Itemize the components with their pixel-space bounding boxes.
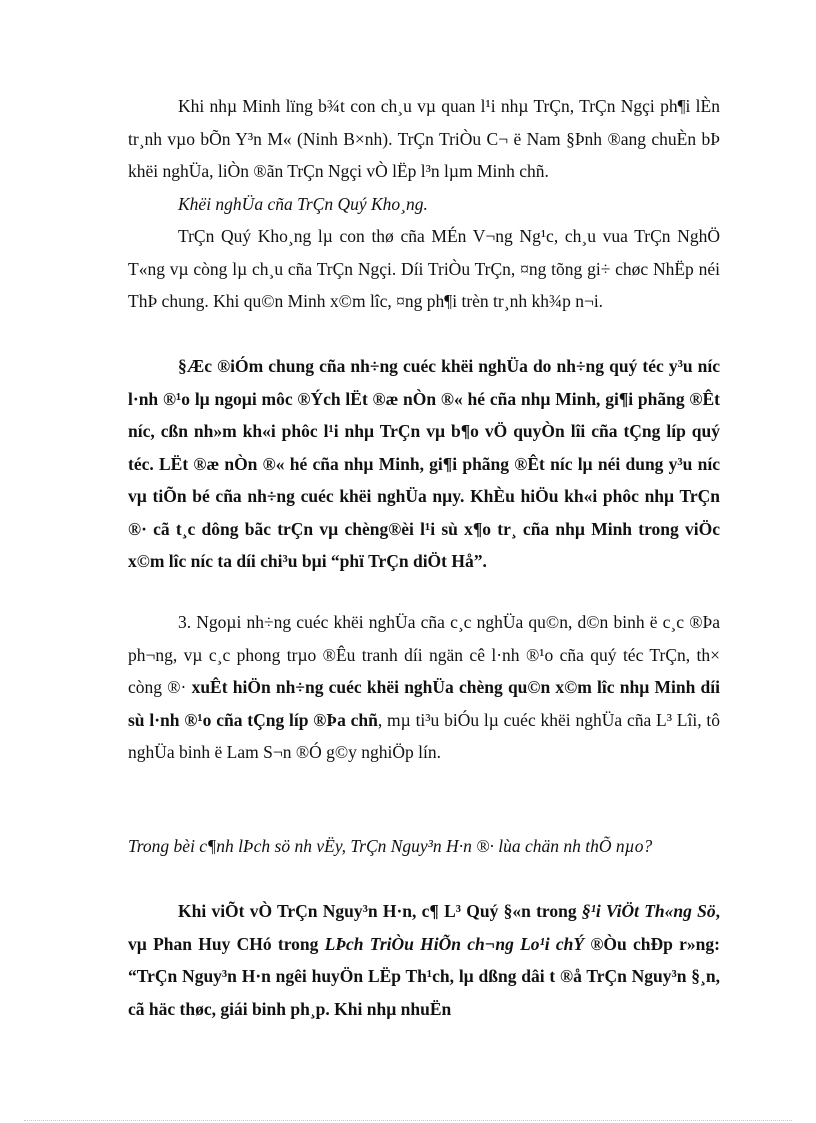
paragraph-le-loi xyxy=(128,606,720,769)
paragraph-le-loi-intro: 3. Ngoµi nh÷ng cuéc khëi nghÜa cña c¸c nghÜa qu©n, d©n binh ë c¸c ®Þa ph¬ng, vµ c¸c phong trµo ®Êu tranh díi ngän cê l·nh ®¹o cña quý téc TrÇn, th× còng ®· xyxy=(128,612,720,697)
section-heading-tran-quy-khoang: Khëi nghÜa cña TrÇn Quý Kho¸ng. xyxy=(178,194,428,214)
question-heading: Trong bèi c¶nh lÞch sö nh vËy, TrÇn Nguy³n H·n ®· lùa chän nh thÕ nµo? xyxy=(128,836,653,856)
paragraph-le-loi-bold: xuÊt hiÖn nh÷ng cuéc khëi nghÜa chèng qu©n x©m lîc nhµ Minh díi sù l·nh ®¹o cña tÇng líp ®Þa chñ xyxy=(128,677,720,730)
paragraph-common-features: §Æc ®iÓm chung cña nh÷ng cuéc khëi nghÜa do nh÷ng quý téc y³u níc l·nh ®¹o lµ ngoµi môc ®Ých lËt ®æ nÒn ®« hé cña nhµ Minh, gi¶i phãng ®Êt níc, cßn nh»m kh«i phôc l¹i nhµ TrÇn vµ b¶o vÖ quyÒn lîi cña tÇng líp quý téc. LËt ®æ nÒn ®« hé cña nhµ Minh, gi¶i phãng ®Êt níc lµ néi dung y³u níc vµ tiÕn bé cña nh÷ng cuéc khëi nghÜa nµy. KhÈu hiÖu kh«i phôc nhµ TrÇn ®· cã t¸c dông bãc trÇn vµ chèng®èi l¹i sù x¶o tr¸ cña nhµ Minh trong viÖc x©m lîc níc ta díi chi³u bµi “phï TrÇn diÖt Hå”. xyxy=(128,356,720,571)
book-title-lich-trieu: LÞch TriÒu HiÕn ch¬ng Lo¹i chÝ xyxy=(324,933,585,954)
paragraph-tran-ngoi: Khi nhµ Minh lïng b¾t con ch¸u vµ quan l¹i nhµ TrÇn, TrÇn Ngçi ph¶i lÈn tr¸nh vµo bÕn Y³n M« (Ninh B×nh). TrÇn TriÒu C¬ ë Nam §Þnh ®ang chuÈn bÞ khëi nghÜa, liÒn ®ãn TrÇn Ngçi vÒ lËp l³n lµm Minh chñ. xyxy=(128,96,720,181)
p7-text-e: ®Òu chÐp r»ng: “TrÇn Nguy³n H·n ngêi huyÖn LËp Th¹ch, lµ dßng dâi t ®å TrÇn Nguy³n §¸n, cã häc thøc, giái binh ph¸p. Khi nhµ nhuËn xyxy=(128,933,720,1019)
paragraph-tran-nguyen-han xyxy=(128,895,720,1025)
paragraph-tran-quy-khoang: TrÇn Quý Kho¸ng lµ con thø cña MÉn V¬ng Ng¹c, ch¸u vua TrÇn NghÖ T«ng vµ còng lµ ch¸u cña TrÇn Ngçi. Díi TriÒu TrÇn, ¤ng tõng gi÷ chøc NhËp néi ThÞ chung. Khi qu©n Minh x©m lîc, ¤ng ph¶i trèn tr¸nh kh¾p n¬i. xyxy=(128,226,720,311)
p7-text-a: Khi viÕt vÒ TrÇn Nguy³n H·n, c¶ L³ Quý §«n trong xyxy=(178,901,582,921)
paragraph-le-loi-end: , mµ ti³u biÓu lµ cuéc khëi nghÜa cña L³ Lîi, tô nghÜa binh ë Lam S¬n ®Ó g©y nghiÖp lín. xyxy=(128,709,720,762)
page-bottom-divider xyxy=(24,1120,792,1121)
p7-text-c: , vµ Phan Huy CHó trong xyxy=(128,901,720,954)
book-title-dai-viet-thong-su: §¹i ViÖt Th«ng Sö xyxy=(581,901,716,921)
